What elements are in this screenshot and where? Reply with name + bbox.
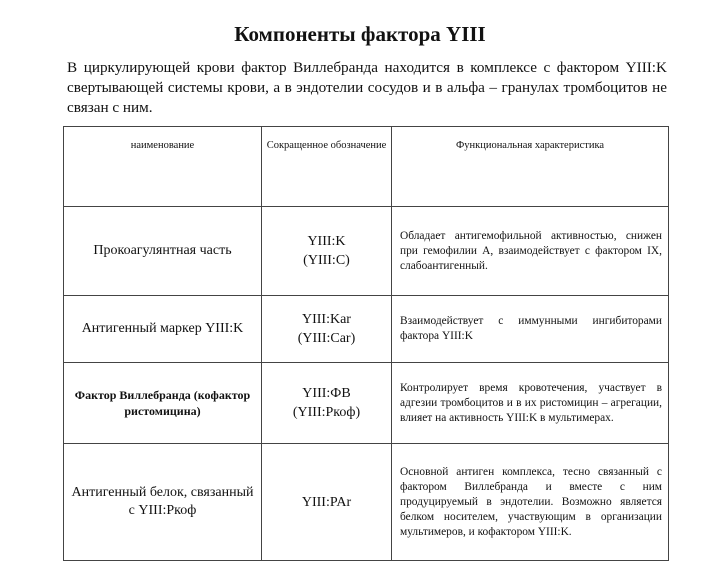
- abbr-line: (YIII:Pкоф): [292, 405, 361, 420]
- row-name: Прокоагулянтная часть: [64, 207, 262, 296]
- slide-title: Компоненты фактора YIII: [234, 22, 486, 46]
- row-name: Фактор Виллебранда (кофактор ристомицина): [64, 363, 262, 444]
- intro-paragraph: В циркулирующей крови фактор Виллебранда находится в комплексе с фактором YIII:K свертывающей системы крови, а в эндотелии сосудов и в альфа – гранулах тромбоцитов не связан с ним.: [67, 59, 667, 116]
- header-abbreviation: Сокращенное обозначение: [262, 127, 392, 207]
- row-name: Антигенный маркер YIII:K: [64, 296, 262, 363]
- row-function: Обладает антигемофильной активностью, снижен при гемофилии А, взаимодействует с фактором IX, слабоантигенный.: [392, 207, 669, 296]
- abbr-line: YIII:PAr: [301, 494, 352, 510]
- abbr-line: (YIII:C): [303, 253, 350, 268]
- row-abbreviation: [262, 207, 392, 296]
- table-row: [64, 363, 669, 444]
- header-function: Функциональная характеристика: [392, 127, 669, 207]
- abbr-line: YIII:ФВ: [302, 386, 351, 401]
- table-row: [64, 207, 669, 296]
- table-row: [64, 444, 669, 561]
- table-header-row: [64, 127, 669, 207]
- row-abbreviation: [262, 363, 392, 444]
- abbr-line: (YIII:Car): [297, 331, 356, 346]
- header-name: наименование: [64, 127, 262, 207]
- row-name: Антигенный белок, связанный с YIII:Pкоф: [64, 444, 262, 561]
- row-function: Контролирует время кровотечения, участвует в адгезии тромбоцитов и в их ристомицин – агрегации, влияет на активность YIII:K в мультимерах.: [392, 363, 669, 444]
- row-function: Основной антиген комплекса, тесно связанный с фактором Виллебранда и вместе с ним продуцируемый в эндотелии. Возможно является белком носителем, участвующим в организации мультимеров, и кофактором YIII:K.: [392, 444, 669, 561]
- table-row: [64, 296, 669, 363]
- row-function: Взаимодействует с иммунными ингибиторами фактора YIII:K: [392, 296, 669, 363]
- abbr-line: YIII:Kar: [302, 312, 351, 327]
- abbr-line: YIII:K: [307, 234, 346, 249]
- components-table: [63, 126, 669, 561]
- row-abbreviation: [262, 444, 392, 561]
- row-abbreviation: [262, 296, 392, 363]
